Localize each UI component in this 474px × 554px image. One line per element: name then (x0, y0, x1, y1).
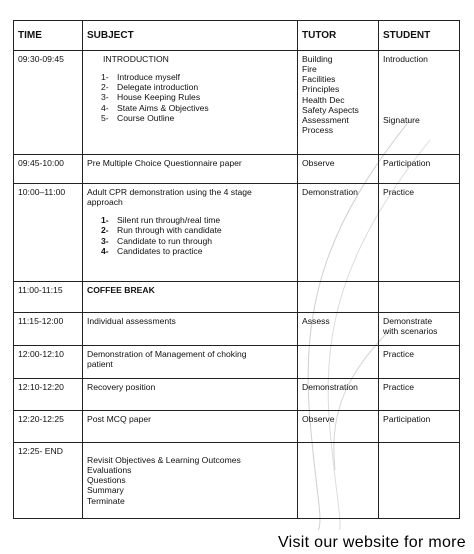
time-cell: 09:30-09:45 (14, 51, 83, 155)
table-row (14, 379, 460, 411)
subject-cell: Adult CPR demonstration using the 4 stage approach 1- Silent run through/real time 2- Run through with candidate 3- Candidate to run through 4- Candidates to practice (83, 184, 298, 282)
header-student: STUDENT (379, 21, 460, 51)
tutor-cell: Demonstration (298, 184, 379, 282)
time-cell: 12:25- END (14, 443, 83, 519)
header-subject: SUBJECT (83, 21, 298, 51)
list-item: 2- Run through with candidate (101, 225, 222, 236)
intro-list (87, 72, 293, 123)
header-row (14, 21, 460, 51)
list-item: 4- Candidates to practice (101, 245, 203, 256)
student-cell: Practice (379, 184, 460, 282)
list-item: 3- House Keeping Rules (101, 92, 201, 103)
subject-cell: Demonstration of Management of choking patient (83, 346, 298, 379)
table-row (14, 155, 460, 184)
student-cell: Practice (379, 346, 460, 379)
subject-cell (83, 51, 298, 155)
header-tutor: TUTOR (298, 21, 379, 51)
schedule-table (13, 20, 460, 519)
tutor-cell: Assess (298, 313, 379, 346)
table-row (14, 184, 460, 282)
tutor-cell (298, 443, 379, 519)
watermark-text[interactable]: Visit our website for more (277, 534, 466, 551)
time-cell: 11:00-11:15 (14, 282, 83, 313)
time-cell: 12:10-12:20 (14, 379, 83, 411)
time-cell: 12:00-12:10 (14, 346, 83, 379)
subject-cell: Revisit Objectives & Learning Outcomes Evaluations Questions Summary Terminate (83, 443, 298, 519)
student-cell: Demonstrate with scenarios (379, 313, 460, 346)
subject-cell: Pre Multiple Choice Questionnaire paper (83, 155, 298, 184)
table-row (14, 411, 460, 443)
student-cell: Participation (379, 411, 460, 443)
subject-cell: COFFEE BREAK (83, 282, 298, 313)
table-row (14, 282, 460, 313)
watermark-bar (0, 530, 474, 554)
subject-cell: Individual assessments (83, 313, 298, 346)
intro-title: INTRODUCTION (103, 54, 169, 64)
table-row (14, 51, 460, 155)
tutor-cell (298, 282, 379, 313)
student-cell (379, 443, 460, 519)
table-row (14, 313, 460, 346)
list-item: 3- Candidate to run through (101, 235, 213, 246)
time-cell: 12:20-12:25 (14, 411, 83, 443)
list-item: 2- Delegate introduction (101, 82, 199, 93)
cpr-list (87, 215, 293, 256)
tutor-cell: Demonstration (298, 379, 379, 411)
tutor-cell (298, 346, 379, 379)
student-cell: Practice (379, 379, 460, 411)
tutor-cell: Building Fire Facilities Principles Health Dec Safety Aspects Assessment Process (298, 51, 379, 155)
student-cell: Participation (379, 155, 460, 184)
tutor-cell: Observe (298, 411, 379, 443)
list-item: 5- Course Outline (101, 112, 175, 123)
subject-cell: Post MCQ paper (83, 411, 298, 443)
table-row (14, 443, 460, 519)
time-cell: 10:00–11:00 (14, 184, 83, 282)
time-cell: 11:15-12:00 (14, 313, 83, 346)
subject-cell: Recovery position (83, 379, 298, 411)
student-cell (379, 282, 460, 313)
student-cell: Introduction Signature (379, 51, 460, 155)
list-item: 4- State Aims & Objectives (101, 102, 209, 113)
header-time: TIME (14, 21, 83, 51)
time-cell: 09:45-10:00 (14, 155, 83, 184)
tutor-cell: Observe (298, 155, 379, 184)
table-row (14, 346, 460, 379)
list-item: 1- Introduce myself (101, 72, 181, 83)
list-item: 1- Silent run through/real time (101, 215, 221, 226)
